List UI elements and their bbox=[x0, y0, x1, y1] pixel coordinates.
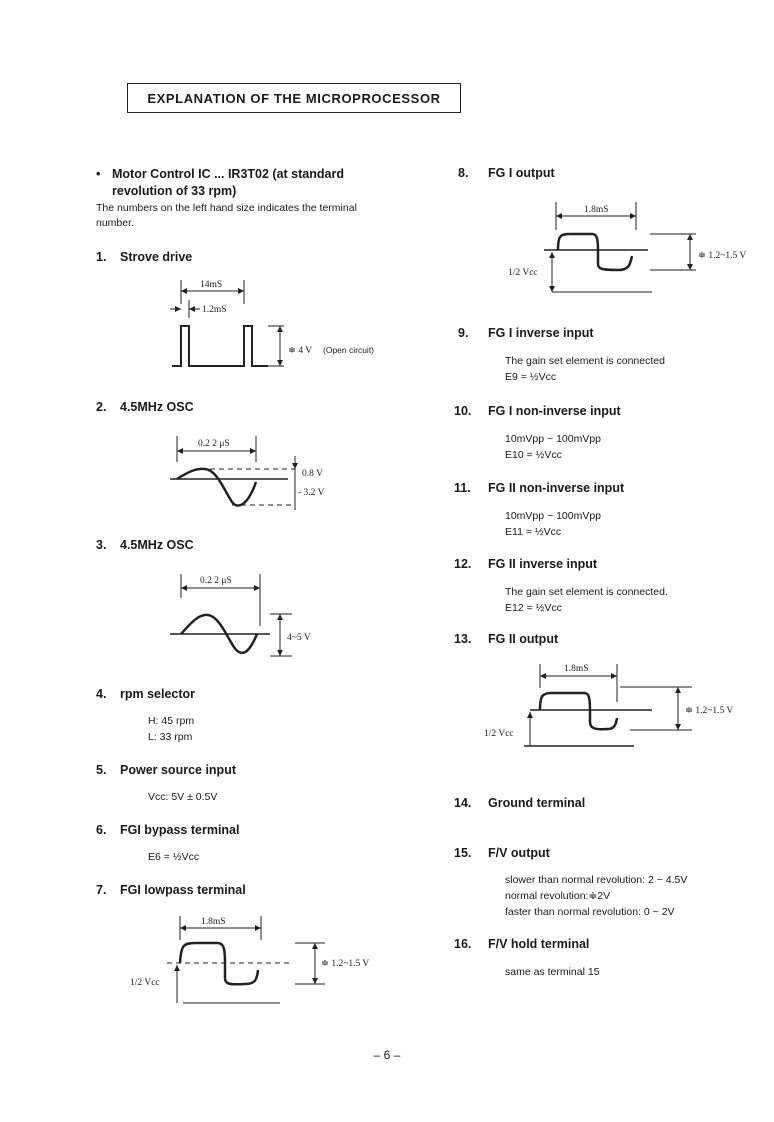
item-16-line-1: same as terminal 15 bbox=[505, 966, 600, 978]
fg-output-2-waveform bbox=[480, 658, 770, 758]
item-15-line-3: faster than normal revolution: 0 ~ 2V bbox=[505, 906, 675, 918]
fg8-ref-label: 1/2 Vcc bbox=[508, 268, 538, 278]
item-title: FG II output bbox=[488, 632, 559, 646]
fg13-amplitude-label: ≑ 1.2~1.5 V bbox=[685, 706, 734, 716]
item-6-line-1: E6 = ½Vcc bbox=[148, 851, 200, 863]
item-title: FG II inverse input bbox=[488, 557, 598, 571]
fg7-ref-label: 1/2 Vcc bbox=[130, 978, 160, 988]
item-2-heading bbox=[96, 400, 194, 414]
item-1-heading bbox=[96, 250, 192, 264]
item-title: Power source input bbox=[120, 763, 236, 777]
page-number: – 6 – bbox=[373, 1048, 401, 1062]
item-title: FG I inverse input bbox=[488, 326, 594, 340]
item-10-line-2: E10 = ½Vcc bbox=[505, 449, 562, 461]
item-4-line-2: L: 33 rpm bbox=[148, 731, 193, 743]
item-number: 4. bbox=[96, 687, 107, 701]
item-title: F/V hold terminal bbox=[488, 937, 590, 951]
strove-drive-waveform bbox=[160, 274, 400, 374]
item-12-line-2: E12 = ½Vcc bbox=[505, 602, 562, 614]
item-number: 10. bbox=[454, 404, 472, 418]
item-5-heading bbox=[96, 763, 236, 777]
item-title: Strove drive bbox=[120, 250, 193, 264]
item-title: FG I non-inverse input bbox=[488, 404, 621, 418]
item-number: 5. bbox=[96, 763, 107, 777]
item-number: 13. bbox=[454, 632, 472, 646]
item-number: 8. bbox=[458, 166, 469, 180]
item-number: 3. bbox=[96, 538, 107, 552]
item-15-line-1: slower than normal revolution: 2 ~ 4.5V bbox=[505, 874, 688, 886]
osc2-low-label: - 3.2 V bbox=[298, 488, 325, 498]
fg13-period-label: 1.8mS bbox=[564, 664, 589, 674]
item-title: F/V output bbox=[488, 846, 550, 860]
item-title: FG I output bbox=[488, 166, 555, 180]
item-title: FG II non-inverse input bbox=[488, 481, 625, 495]
item-number: 1. bbox=[96, 250, 107, 264]
fg-output-1-waveform bbox=[500, 196, 770, 300]
item-title: 4.5MHz OSC bbox=[120, 400, 194, 414]
item-9-heading bbox=[458, 326, 594, 340]
item-number: 15. bbox=[454, 846, 472, 860]
item-number: 16. bbox=[454, 937, 472, 951]
strove-pulse-label: 1.2mS bbox=[202, 305, 227, 315]
osc-2-waveform bbox=[160, 432, 390, 512]
fg8-amplitude-label: ≑ 1.2~1.5 V bbox=[698, 251, 747, 261]
page-title: EXPLANATION OF THE MICROPROCESSOR bbox=[127, 83, 461, 113]
item-3-heading bbox=[96, 538, 194, 552]
item-7-heading bbox=[96, 883, 246, 897]
item-11-line-1: 10mVpp ~ 100mVpp bbox=[505, 510, 602, 522]
item-number: 12. bbox=[454, 557, 472, 571]
item-number: 14. bbox=[454, 796, 472, 810]
intro-heading-line1: Motor Control IC ... IR3T02 (at standard bbox=[112, 167, 344, 181]
item-title: Ground terminal bbox=[488, 796, 586, 810]
intro-bullet: • bbox=[96, 167, 101, 181]
item-number: 9. bbox=[458, 326, 469, 340]
item-number: 2. bbox=[96, 400, 107, 414]
item-number: 6. bbox=[96, 823, 107, 837]
item-number: 11. bbox=[454, 481, 471, 495]
item-5-line-1: Vcc: 5V ± 0.5V bbox=[148, 791, 218, 803]
fg7-period-label: 1.8mS bbox=[201, 917, 226, 927]
item-11-heading bbox=[454, 481, 624, 495]
osc3-amplitude-label: 4~5 V bbox=[287, 633, 311, 643]
fg13-ref-label: 1/2 Vcc bbox=[484, 729, 514, 739]
osc2-period-label: 0.2 2 μS bbox=[198, 439, 230, 449]
item-10-line-1: 10mVpp ~ 100mVpp bbox=[505, 433, 602, 445]
strove-period-label: 14mS bbox=[200, 280, 223, 290]
item-15-line-2: normal revolution:≑2V bbox=[505, 890, 611, 902]
item-13-heading bbox=[454, 632, 558, 646]
item-title: FGI bypass terminal bbox=[120, 823, 240, 837]
item-15-heading bbox=[454, 846, 550, 860]
osc-3-waveform bbox=[160, 568, 390, 668]
item-10-heading bbox=[454, 404, 621, 418]
item-9-line-2: E9 = ½Vcc bbox=[505, 371, 557, 383]
item-6-heading bbox=[96, 823, 239, 837]
item-title: rpm selector bbox=[120, 687, 196, 701]
item-16-heading bbox=[454, 937, 589, 951]
osc3-period-label: 0.2 2 μS bbox=[200, 576, 232, 586]
item-4-heading bbox=[96, 687, 195, 701]
item-8-heading bbox=[458, 166, 555, 180]
item-12-line-1: The gain set element is connected. bbox=[505, 586, 668, 598]
intro-body-line2: number. bbox=[96, 217, 134, 229]
osc2-high-label: 0.8 V bbox=[302, 469, 323, 479]
item-14-heading bbox=[454, 796, 585, 810]
strove-amplitude-label: ≑ 4 V bbox=[288, 346, 313, 356]
item-title: 4.5MHz OSC bbox=[120, 538, 194, 552]
item-9-line-1: The gain set element is connected bbox=[505, 355, 665, 367]
fg7-amplitude-label: ≑ 1.2~1.5 V bbox=[321, 959, 370, 969]
strove-note-label: (Open circuit) bbox=[323, 345, 375, 355]
item-12-heading bbox=[454, 557, 597, 571]
fg-lowpass-waveform bbox=[125, 910, 395, 1010]
intro-heading-line2: revolution of 33 rpm) bbox=[112, 184, 237, 198]
fg8-period-label: 1.8mS bbox=[584, 205, 609, 215]
intro-body-line1: The numbers on the left hand size indicates the terminal bbox=[96, 202, 357, 214]
item-title: FGI lowpass terminal bbox=[120, 883, 246, 897]
item-11-line-2: E11 = ½Vcc bbox=[505, 526, 562, 538]
item-number: 7. bbox=[96, 883, 107, 897]
item-4-line-1: H: 45 rpm bbox=[148, 715, 195, 727]
